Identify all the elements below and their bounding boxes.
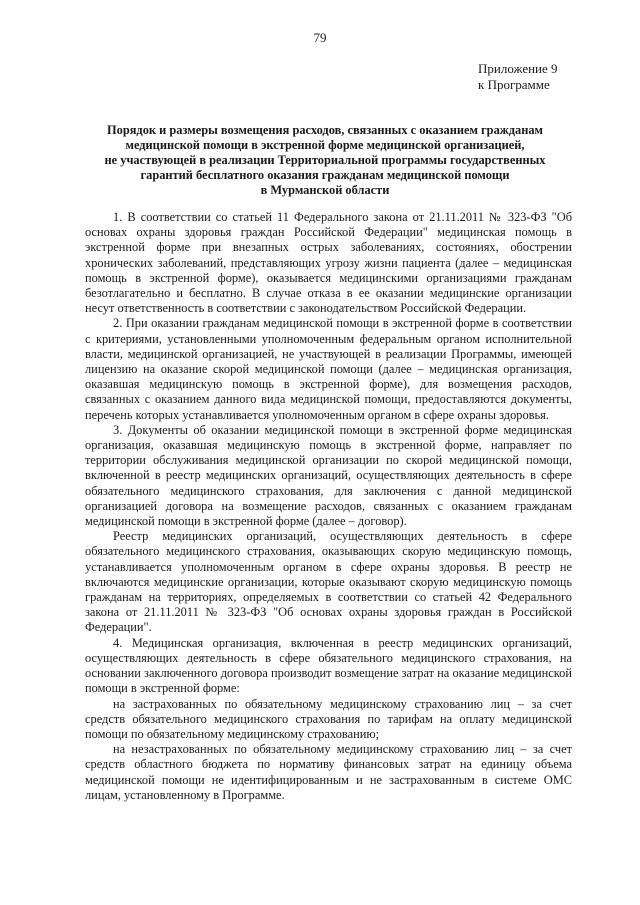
paragraph-7: на незастрахованных по обязательному медицинскому страхованию лиц – за счет средств областного бюджета по нормативу финансовых затрат на единицу объема медицинской помощи не идентифицированным и не застрахованным в системе ОМС лицам, установленному в Программе. <box>85 742 572 802</box>
title-line-1: Порядок и размеры возмещения расходов, связанных с оказанием гражданам <box>107 123 543 137</box>
title-line-3: не участвующей в реализации Территориальной программы государственных <box>104 153 546 167</box>
title-line-2: медицинской помощи в экстренной форме медицинской организацией, <box>125 138 525 152</box>
paragraph-1: 1. В соответствии со статьей 11 Федерального закона от 21.11.2011 № 323-ФЗ "Об основах охраны здоровья граждан Российской Федерации" медицинская помощь в экстренной форме при внезапных острых заболеваниях, состояниях, обострении хронических заболеваний, представляющих угрозу жизни пациента (далее – медицинская помощь в экстренной форме), оказывается медицинскими организациями гражданам безотлагательно и бесплатно. В случае отказа в ее оказании медицинские организации несут ответственность в соответствии с законодательством Российской Федерации. <box>85 210 572 316</box>
title-line-4: гарантий бесплатного оказания гражданам медицинской помощи <box>140 168 510 182</box>
title-line-5: в Мурманской области <box>260 183 390 197</box>
appendix-line-1: Приложение 9 <box>478 61 558 76</box>
appendix-reference <box>478 61 608 93</box>
paragraph-3: 3. Документы об оказании медицинской помощи в экстренной форме медицинская организация, оказавшая медицинскую помощь в экстренной форме, направляет по территории обслуживания медицинской организации по скорой медицинской помощи, включенной в реестр медицинских организаций, осуществляющих деятельность в сфере обязательного медицинского страхования, для заключения с данной медицинской организацией договора на возмещение расходов, связанных с оказанием гражданам медицинской помощи в экстренной форме (далее – договор). <box>85 422 572 529</box>
paragraph-4: Реестр медицинских организаций, осуществляющих деятельность в сфере обязательного медицинского страхования, оказывающих скорую медицинскую помощь, устанавливается уполномоченным органом в сфере охраны здоровья. В реестр не включаются медицинские организации, которые оказывают скорую медицинскую помощь гражданам на территориях, определяемых в соответствии со статьей 42 Федерального закона от 21.11.2011 № 323-ФЗ "Об основах охраны здоровья граждан в Российской Федерации". <box>85 529 572 635</box>
paragraph-6: на застрахованных по обязательному медицинскому страхованию лиц – за счет средств обязательного медицинского страхования по тарифам на оплату медицинской помощи по обязательному медицинскому страхованию; <box>85 696 572 741</box>
appendix-line-2: к Программе <box>478 77 550 92</box>
document-body <box>85 210 572 803</box>
page-number: 79 <box>313 30 327 45</box>
paragraph-2: 2. При оказании гражданам медицинской помощи в экстренной форме в соответствии с критериями, установленными уполномоченным федеральным органом исполнительной власти, медицинской организацией, не участвующей в реализации Программы, имеющей лицензию на оказание скорой медицинской помощи (далее – медицинская организация, оказавшая медицинскую помощь в экстренной форме), для возмещения расходов, связанных с оказанием данного вида медицинской помощи, предоставляются документы, перечень которых устанавливается уполномоченным органом в сфере охраны здоровья. <box>85 316 572 422</box>
paragraph-5: 4. Медицинская организация, включенная в реестр медицинских организаций, осуществляющих деятельность в сфере обязательного медицинского страхования, на основании заключенного договора производит возмещение затрат на оказание медицинской помощи в экстренной форме: <box>85 635 572 696</box>
document-title <box>80 123 570 198</box>
